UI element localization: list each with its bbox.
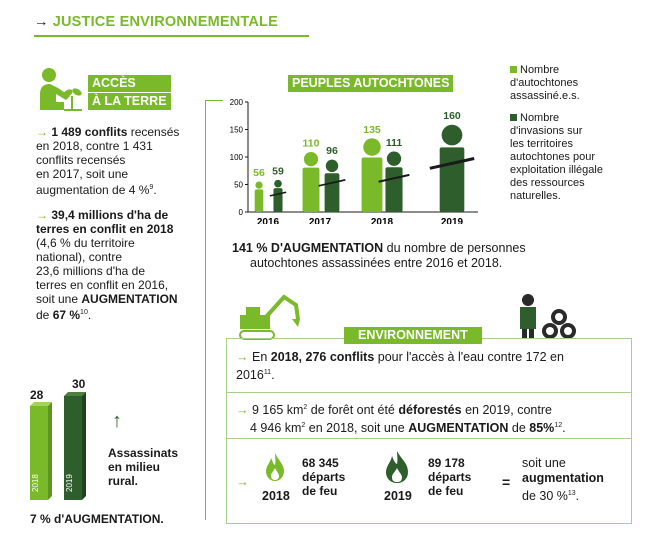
footnote-ref: 9	[149, 184, 154, 191]
footnote-ref: 11	[263, 369, 272, 376]
environment-bottomline	[226, 523, 632, 524]
data-label: 111	[385, 136, 403, 149]
fires-result-line1: soit une	[522, 456, 566, 470]
summary-text1: du nombre de personnes	[383, 241, 526, 255]
hectares-line6: terres en conflit en 2016,	[36, 278, 169, 292]
water-d: 2016	[236, 368, 264, 383]
farmer-icon	[36, 66, 86, 112]
hectares-line8a: de	[36, 308, 53, 322]
legend-line: naturelles.	[510, 190, 561, 202]
footnote-ref: 13	[567, 490, 576, 497]
chart-legend	[510, 64, 640, 203]
person-body	[385, 167, 402, 212]
hectares-bold2: terres en conflit en 2018	[36, 222, 174, 236]
fires-year-2018: 2018	[262, 489, 290, 503]
legend-line: assassiné.e.s.	[510, 90, 580, 102]
x-tick-label: 2016	[256, 217, 280, 224]
land-conflicts-text	[36, 125, 216, 197]
footnote-ref: 10	[80, 309, 88, 316]
environment-badge-text: ENVIRONNEMENT	[344, 327, 482, 344]
hectares-end: .	[87, 308, 92, 322]
fires-value-2019	[428, 456, 471, 498]
summary-text2: autochtones assassinées entre 2016 et 2018.	[250, 256, 503, 270]
equals-sign: =	[502, 474, 511, 490]
legend-swatch	[510, 114, 517, 121]
fires-2019-line: 89 178	[428, 456, 465, 470]
deforestation-text	[236, 400, 631, 436]
x-tick-label: 2017	[308, 217, 332, 224]
fires-result-line3: de 30 %	[522, 489, 568, 504]
forest-f: en 2018, soit une	[305, 421, 409, 436]
assassinations-2019-value: 30	[72, 377, 86, 391]
conflicts-end: .	[153, 183, 157, 197]
water-conflicts-text	[236, 350, 626, 383]
legend-line: autochtones pour	[510, 151, 596, 163]
hectares-line4: national), contre	[36, 250, 123, 264]
land-access-badge-line2: À LA TERRE	[88, 93, 171, 110]
person-head	[442, 125, 463, 146]
legend-line: des ressources	[510, 177, 585, 189]
legend-line: d'autochtones	[510, 77, 579, 89]
forest-j: .	[562, 421, 566, 436]
assassinations-label-3: rural.	[108, 474, 139, 488]
data-label: 135	[363, 123, 381, 136]
forest-e: 4 946 km	[250, 421, 302, 436]
title-arrow: →	[34, 14, 49, 30]
person-body	[440, 147, 465, 212]
assassinations-label-1: Assassinats	[108, 446, 179, 460]
person-body	[255, 189, 264, 212]
forest-g: AUGMENTATION	[408, 421, 509, 436]
water-c: pour l'accès à l'eau contre 172 en	[374, 350, 564, 364]
forest-h: de	[508, 421, 530, 436]
fires-2019-line: départs	[428, 470, 472, 484]
data-label: 56	[253, 167, 265, 180]
legend-line: les territoires	[510, 138, 573, 150]
fires-2018-line: de feu	[302, 484, 338, 498]
environment-leftline	[226, 338, 227, 524]
person-head	[255, 181, 262, 188]
data-label: 110	[302, 137, 320, 150]
indigenous-chart	[226, 92, 506, 224]
water-b: 2018, 276 conflits	[270, 350, 375, 364]
person-body	[325, 173, 340, 212]
title-underline	[34, 35, 309, 37]
bar-year-2018: 2018	[31, 474, 40, 492]
person-body	[303, 168, 320, 212]
y-tick-label: 100	[229, 153, 243, 162]
conflicts-line2: en 2018, contre 1 431	[36, 139, 153, 153]
person-body	[362, 158, 383, 212]
hectares-line3: (4,6 % du territoire	[36, 236, 135, 250]
conflicts-line5: augmentation de 4 %	[36, 183, 150, 197]
fires-2018-line: départs	[302, 470, 346, 484]
land-access-badge	[88, 75, 171, 111]
legend-item-assassinated	[510, 64, 640, 103]
person-head	[274, 180, 282, 188]
forest-b: de forêt ont été	[307, 403, 399, 418]
water-a: En	[251, 350, 271, 364]
forest-sup1: 2	[303, 404, 308, 411]
fires-2018-line: 68 345	[302, 456, 339, 470]
excavator-icon	[238, 293, 302, 341]
legend-line: Nombre	[520, 64, 560, 76]
section-divider	[205, 100, 206, 520]
hectares-line7a: soit une	[36, 292, 82, 306]
assassinations-2018-value: 28	[30, 388, 44, 402]
indigenous-summary	[232, 241, 632, 271]
legend-item-invasions	[510, 112, 640, 203]
water-e: .	[271, 368, 275, 383]
conflicts-line4: en 2017, soit une	[36, 167, 129, 181]
arrow-icon: →	[236, 403, 249, 418]
fires-result	[522, 456, 604, 504]
fire-icon-2018	[264, 452, 286, 482]
assassinations-increase	[30, 512, 164, 526]
person-body	[273, 188, 282, 212]
person-head	[387, 151, 401, 165]
env-row-divider	[226, 438, 632, 439]
forest-a: 9 165 km	[251, 403, 304, 418]
forest-d: en 2019, contre	[461, 403, 552, 418]
y-tick-label: 0	[238, 208, 243, 217]
forest-c: déforestés	[398, 403, 462, 418]
legend-line: d'invasions sur	[510, 125, 583, 137]
environment-rightline	[631, 338, 632, 524]
y-tick-label: 150	[229, 125, 243, 135]
env-row-divider	[226, 392, 632, 393]
person-head	[304, 152, 318, 166]
conflicts-line3: conflits recensés	[36, 153, 126, 167]
fires-value-2018	[302, 456, 345, 498]
arrow-icon: →	[36, 125, 48, 139]
fires-result-line2: augmentation	[522, 471, 604, 485]
assassinations-label	[108, 446, 178, 488]
fires-result-end: .	[575, 489, 580, 504]
data-label: 96	[326, 145, 338, 158]
conflicts-bold: 1 489 conflits	[51, 125, 128, 139]
forest-i: 85%	[529, 421, 555, 436]
hectares-bold1: 39,4 millions d'ha de	[51, 208, 169, 222]
environment-badge	[344, 326, 482, 344]
person-head	[326, 160, 338, 172]
data-label: 160	[443, 110, 461, 122]
up-arrow-icon: ↑	[112, 410, 122, 432]
fire-icon-2019	[384, 450, 410, 484]
land-hectares-text	[36, 208, 216, 322]
person-head	[363, 138, 380, 155]
divider-tick	[205, 100, 223, 101]
hectares-line8b: 67 %	[52, 308, 81, 322]
arrow-icon: →	[236, 350, 249, 364]
x-tick-label: 2018	[370, 217, 394, 224]
assassinations-increase-end: .	[160, 512, 164, 526]
assassinations-label-2: en milieu	[108, 460, 161, 474]
fires-2019-line: de feu	[428, 484, 464, 498]
hectares-line5: 23,6 millions d'ha de	[36, 264, 146, 278]
forest-sup2: 2	[301, 422, 306, 430]
assassinations-increase-text: 7 % d'AUGMENTATION	[30, 512, 161, 526]
data-label: 59	[272, 165, 284, 178]
y-tick-label: 50	[234, 180, 243, 190]
legend-swatch	[510, 66, 517, 73]
page-title	[34, 14, 278, 30]
indigenous-badge-text: PEUPLES AUTOCHTONES	[288, 75, 453, 92]
arrow-icon: →	[36, 208, 48, 222]
forest-sup3: 12	[554, 422, 563, 430]
legend-line: Nombre	[520, 112, 560, 124]
x-tick-label: 2019	[440, 217, 464, 224]
land-access-badge-line1: ACCÈS	[88, 75, 171, 92]
bar-year-2019: 2019	[65, 474, 74, 492]
y-tick-label: 200	[229, 98, 243, 107]
fires-year-2019: 2019	[384, 489, 412, 503]
title-text: JUSTICE ENVIRONNEMENTALE	[52, 14, 278, 30]
indigenous-badge	[288, 74, 453, 92]
logging-icon	[514, 293, 584, 341]
hectares-line7b: AUGMENTATION	[81, 292, 178, 306]
conflicts-text1: recensés	[127, 125, 180, 139]
summary-bold: 141 % D'AUGMENTATION	[232, 241, 384, 255]
arrow-icon: →	[236, 474, 249, 489]
legend-line: exploitation illégale	[510, 164, 603, 176]
